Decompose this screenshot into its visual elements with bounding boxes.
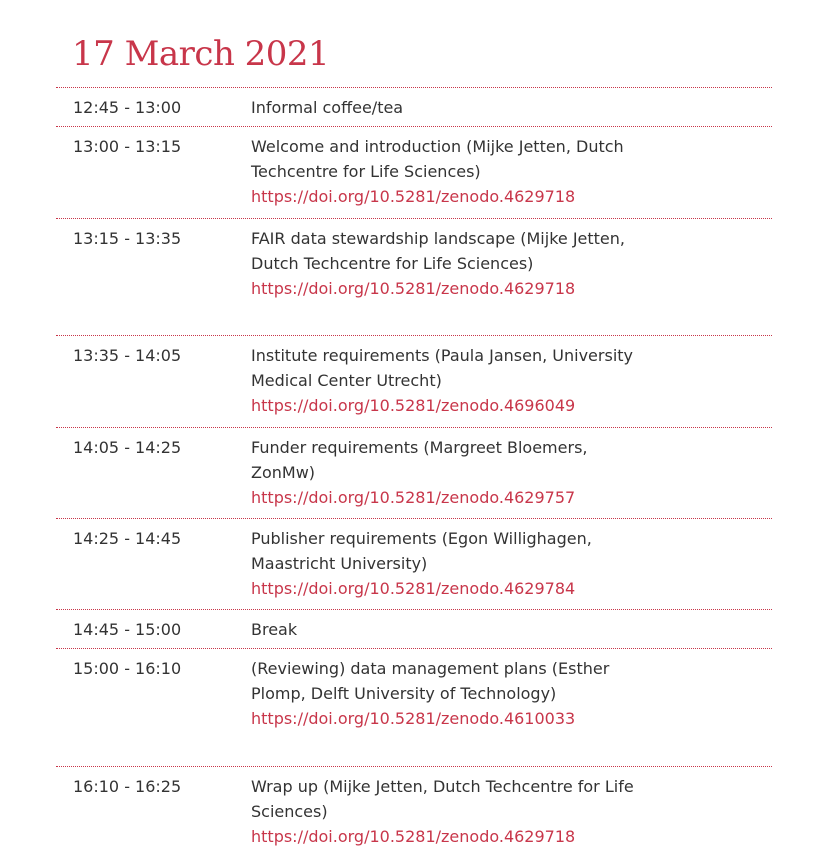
session-description: Informal coffee/tea — [251, 98, 404, 117]
schedule-row — [56, 218, 772, 335]
session-doi-link[interactable]: https://doi.org/10.5281/zenodo.4610033 — [251, 709, 576, 728]
session-time: 13:15 - 13:35 — [73, 229, 182, 248]
schedule-table — [56, 87, 772, 858]
session-time: 16:10 - 16:25 — [73, 777, 182, 796]
session-content — [251, 95, 636, 126]
session-content — [251, 656, 636, 766]
schedule-row — [56, 427, 772, 518]
session-content — [251, 226, 636, 335]
schedule-row — [56, 335, 772, 427]
schedule-row — [56, 609, 772, 648]
session-doi-link[interactable]: https://doi.org/10.5281/zenodo.4629718 — [251, 827, 576, 846]
session-time: 14:25 - 14:45 — [73, 529, 182, 548]
session-content — [251, 617, 636, 648]
session-content — [251, 526, 636, 609]
schedule-row — [56, 87, 772, 126]
session-doi-link[interactable]: https://doi.org/10.5281/zenodo.4629718 — [251, 279, 576, 298]
session-content — [251, 343, 636, 427]
session-time: 14:05 - 14:25 — [73, 438, 182, 457]
schedule-row — [56, 126, 772, 218]
session-time: 14:45 - 15:00 — [73, 620, 182, 639]
schedule-row — [56, 518, 772, 609]
session-content — [251, 774, 636, 858]
session-content — [251, 435, 636, 518]
session-doi-link[interactable]: https://doi.org/10.5281/zenodo.4629784 — [251, 579, 576, 598]
session-description: (Reviewing) data management plans (Esther Plomp, Delft University of Technology) — [251, 659, 610, 703]
session-description: Institute requirements (Paula Jansen, University Medical Center Utrecht) — [251, 346, 633, 390]
session-description: Welcome and introduction (Mijke Jetten, Dutch Techcentre for Life Sciences) — [251, 137, 624, 181]
session-description: Publisher requirements (Egon Willighagen, Maastricht University) — [251, 529, 592, 573]
session-description: Break — [251, 620, 298, 639]
session-description: Funder requirements (Margreet Bloemers, ZonMw) — [251, 438, 588, 482]
session-time: 13:35 - 14:05 — [73, 346, 182, 365]
schedule-row — [56, 766, 772, 858]
schedule-row — [56, 648, 772, 766]
session-doi-link[interactable]: https://doi.org/10.5281/zenodo.4629718 — [251, 187, 576, 206]
session-description: Wrap up (Mijke Jetten, Dutch Techcentre for Life Sciences) — [251, 777, 634, 821]
session-time: 12:45 - 13:00 — [73, 98, 182, 117]
session-time: 15:00 - 16:10 — [73, 659, 182, 678]
session-time: 13:00 - 13:15 — [73, 137, 182, 156]
session-doi-link[interactable]: https://doi.org/10.5281/zenodo.4696049 — [251, 396, 576, 415]
session-doi-link[interactable]: https://doi.org/10.5281/zenodo.4629757 — [251, 488, 576, 507]
session-content — [251, 134, 636, 218]
page-title: 17 March 2021 — [72, 34, 330, 74]
session-description: FAIR data stewardship landscape (Mijke Jetten, Dutch Techcentre for Life Sciences) — [251, 229, 625, 273]
